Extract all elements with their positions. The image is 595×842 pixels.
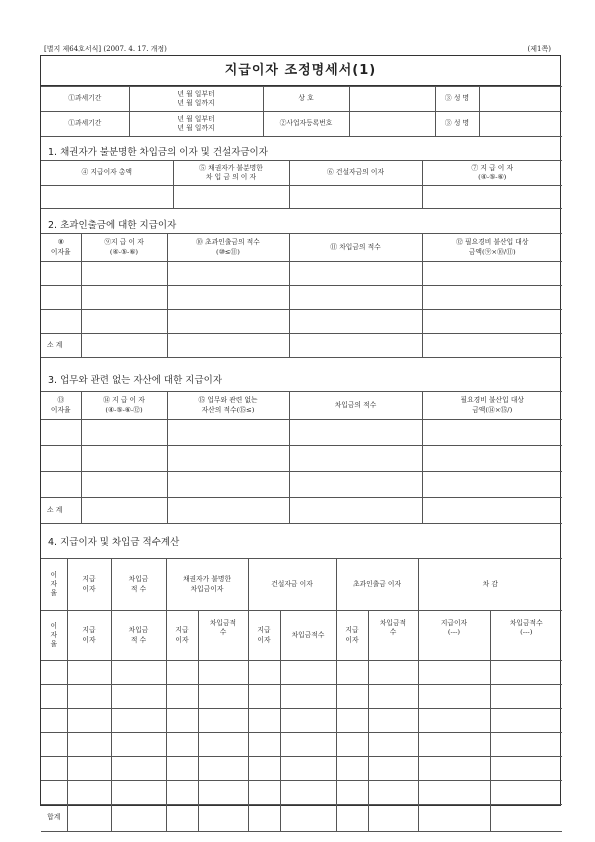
input-cell[interactable]	[166, 805, 198, 832]
input-cell[interactable]	[289, 286, 422, 310]
header-line: (⑩≤⑪)	[216, 247, 240, 256]
input-cell[interactable]	[368, 781, 418, 805]
input-cell[interactable]	[336, 805, 368, 832]
input-cell[interactable]	[368, 709, 418, 733]
section-3-table	[41, 391, 562, 524]
loan-sum-header	[111, 559, 166, 611]
input-cell[interactable]	[111, 805, 166, 832]
input-cell[interactable]	[167, 498, 289, 524]
input-cell[interactable]	[248, 661, 280, 685]
form-frame	[40, 55, 561, 822]
input-cell[interactable]	[422, 420, 562, 446]
input-cell[interactable]	[248, 781, 280, 805]
input-cell[interactable]	[490, 685, 562, 709]
header-line: 지급	[175, 626, 189, 635]
header-line: ⑫ 필요경비 불산입 대상	[456, 238, 529, 247]
header-line: 채권자가 불명한	[182, 575, 232, 584]
section-4-table	[41, 558, 562, 832]
form-reference: [별지 제64호서식] (2007. 4. 17. 개정)	[44, 45, 167, 53]
header-line: ⑭ 지 급 이 자	[103, 396, 145, 405]
section-2-table	[41, 233, 562, 358]
input-cell[interactable]	[41, 286, 81, 310]
input-cell[interactable]	[248, 757, 280, 781]
input-cell[interactable]	[167, 446, 289, 472]
input-cell[interactable]	[422, 334, 562, 358]
input-cell[interactable]	[67, 685, 111, 709]
interest-header	[81, 392, 167, 420]
header-line: 이자	[82, 635, 96, 644]
header-line: 금액(⑨×⑩/⑪)	[468, 247, 516, 256]
tax-period-label: ①과세기간	[41, 112, 129, 137]
header-line: 자	[50, 579, 58, 588]
section-1-title: 1. 채권자가 불분명한 차입금의 이자 및 건설자금이자	[48, 147, 268, 158]
input-cell[interactable]	[111, 661, 166, 685]
construction-interest-header: 건설자금 이자	[248, 559, 336, 611]
form-title: 지급이자 조정명세서(1)	[41, 56, 560, 86]
input-cell[interactable]	[280, 733, 336, 757]
input-cell[interactable]	[368, 757, 418, 781]
header-line: 차입금적수	[509, 619, 543, 627]
input-cell[interactable]	[166, 733, 198, 757]
input-cell[interactable]	[418, 805, 490, 832]
input-cell[interactable]	[422, 498, 562, 524]
overdraw-loan-subheader	[368, 611, 418, 661]
input-cell[interactable]	[248, 685, 280, 709]
input-cell[interactable]	[280, 757, 336, 781]
input-cell[interactable]	[41, 472, 81, 498]
header-line: 지급	[345, 626, 359, 635]
unknown-creditor-header	[166, 559, 248, 611]
header-line: 필요경비 불산입 대상	[460, 396, 524, 405]
input-cell[interactable]	[167, 472, 289, 498]
non-deductible-header	[422, 392, 562, 420]
page-number: (제1쪽)	[527, 45, 551, 53]
period-to-text: 년 월 일까지	[177, 124, 215, 132]
input-cell[interactable]	[81, 420, 167, 446]
section-4-title: 4. 지급이자 및 차입금 적수계산	[48, 537, 180, 548]
input-cell[interactable]	[490, 709, 562, 733]
header-line: 수	[219, 628, 227, 637]
input-cell[interactable]	[81, 334, 167, 358]
tax-period-label: ①과세기간	[41, 87, 129, 112]
input-cell[interactable]	[41, 757, 67, 781]
unknown-interest-subheader	[166, 611, 198, 661]
name-label: ③ 성 명	[435, 112, 479, 137]
input-cell[interactable]	[198, 733, 248, 757]
header-line: 지급	[82, 575, 96, 584]
business-number-label: ②사업자등록번호	[263, 112, 349, 137]
header-line: 율	[50, 640, 58, 649]
input-cell[interactable]	[289, 420, 422, 446]
header-line: ⑤ 채권자가 불분명한	[199, 163, 263, 172]
difference-header: 차 감	[418, 559, 562, 611]
header-line: 적 수	[130, 584, 147, 593]
input-cell[interactable]	[81, 498, 167, 524]
interest-subheader	[67, 611, 111, 661]
input-cell[interactable]	[289, 472, 422, 498]
input-cell[interactable]	[490, 781, 562, 805]
header-line: (④-⑤-⑥)	[109, 247, 139, 256]
header-line: ⑮ 업무와 관련 없는	[198, 396, 258, 405]
header-line: ⑧	[57, 238, 64, 247]
header-line: ⑬	[57, 396, 65, 405]
input-cell[interactable]	[418, 661, 490, 685]
input-cell[interactable]	[166, 709, 198, 733]
unrelated-asset-sum-header	[167, 392, 289, 420]
header-line: 차 입 금 의 이 자	[205, 173, 257, 181]
header-line: 지급	[257, 626, 271, 635]
rate-header	[41, 559, 67, 611]
input-cell[interactable]	[289, 186, 422, 209]
input-cell[interactable]	[289, 310, 422, 334]
header-line: 금액(⑭×⑮/)	[472, 405, 513, 414]
loan-sum-header: ⑪ 차입금의 적수	[289, 234, 422, 262]
loan-subheader	[111, 611, 166, 661]
section-1-table	[41, 160, 562, 209]
input-cell[interactable]	[422, 286, 562, 310]
input-cell[interactable]	[41, 709, 67, 733]
header-line: (---)	[447, 628, 461, 637]
header-line: 자	[50, 630, 58, 639]
input-cell[interactable]	[166, 757, 198, 781]
header-line: 이자율	[50, 405, 71, 414]
unknown-creditor-interest-header	[173, 161, 289, 186]
input-cell[interactable]	[67, 805, 111, 832]
input-cell[interactable]	[41, 446, 81, 472]
trade-name-field[interactable]	[349, 87, 435, 112]
name-field[interactable]	[479, 87, 562, 112]
subtotal-label: 소 계	[41, 498, 81, 524]
header-line: 차입금	[128, 626, 149, 635]
overdraw-interest-header: 초과인출금 이자	[336, 559, 418, 611]
interest-header	[81, 234, 167, 262]
construction-interest-subheader	[248, 611, 280, 661]
construction-loan-subheader: 차입금적수	[280, 611, 336, 661]
input-cell[interactable]	[490, 757, 562, 781]
header-line: ⑩ 초과인출금의 적수	[196, 238, 260, 247]
input-cell[interactable]	[41, 262, 81, 286]
input-cell[interactable]	[198, 781, 248, 805]
input-cell[interactable]	[248, 709, 280, 733]
section-3-title: 3. 업무와 관련 없는 자산에 대한 지급이자	[48, 375, 223, 386]
input-cell[interactable]	[81, 472, 167, 498]
input-cell[interactable]	[81, 262, 167, 286]
header-line: (④-⑤-⑥-⑫)	[105, 405, 143, 414]
interest-header	[67, 559, 111, 611]
input-cell[interactable]	[198, 685, 248, 709]
non-deductible-header	[422, 234, 562, 262]
input-cell[interactable]	[41, 310, 81, 334]
input-cell[interactable]	[336, 685, 368, 709]
input-cell[interactable]	[111, 685, 166, 709]
input-cell[interactable]	[368, 661, 418, 685]
input-cell[interactable]	[280, 781, 336, 805]
header-line: 차입금이자	[190, 584, 224, 593]
header-line: 수	[389, 628, 397, 637]
input-cell[interactable]	[289, 262, 422, 286]
input-cell[interactable]	[173, 186, 289, 209]
header-line: 지급이자	[440, 619, 468, 627]
header-line: ⑦ 지 급 이 자	[471, 163, 514, 172]
input-cell[interactable]	[490, 661, 562, 685]
input-cell[interactable]	[422, 472, 562, 498]
input-cell[interactable]	[336, 733, 368, 757]
input-cell[interactable]	[418, 757, 490, 781]
input-cell[interactable]	[81, 446, 167, 472]
difference-loan-subheader	[490, 611, 562, 661]
subtotal-label: 소 계	[41, 334, 81, 358]
tax-period-field[interactable]	[129, 112, 263, 137]
input-cell[interactable]	[248, 805, 280, 832]
period-from-text: 년 월 일부터	[177, 114, 215, 123]
input-cell[interactable]	[422, 446, 562, 472]
input-cell[interactable]	[198, 805, 248, 832]
input-cell[interactable]	[41, 685, 67, 709]
input-cell[interactable]	[167, 310, 289, 334]
header-line: 자산의 적수(⑮≤)	[201, 405, 255, 414]
construction-interest-header: ⑥ 건설자금의 이자	[289, 161, 422, 186]
period-to-text: 년 월 일까지	[177, 99, 215, 107]
period-from-text: 년 월 일부터	[177, 89, 215, 98]
overdraw-sum-header	[167, 234, 289, 262]
input-cell[interactable]	[166, 781, 198, 805]
input-cell[interactable]	[422, 310, 562, 334]
total-interest-header: ④ 지급이자 총액	[41, 161, 173, 186]
input-cell[interactable]	[67, 781, 111, 805]
header-line: 지급	[82, 626, 96, 635]
rate-header	[41, 392, 81, 420]
header-line: (---)	[520, 628, 533, 637]
input-cell[interactable]	[41, 733, 67, 757]
input-cell[interactable]	[111, 757, 166, 781]
input-cell[interactable]	[198, 709, 248, 733]
input-cell[interactable]	[280, 805, 336, 832]
rate-header	[41, 234, 81, 262]
input-cell[interactable]	[368, 685, 418, 709]
header-line: 이자	[345, 635, 359, 644]
input-cell[interactable]	[166, 661, 198, 685]
net-interest-header	[422, 161, 562, 186]
input-cell[interactable]	[41, 420, 81, 446]
rate-subheader	[41, 611, 67, 661]
input-cell[interactable]	[67, 733, 111, 757]
taxpayer-info-table	[41, 86, 562, 137]
input-cell[interactable]	[81, 286, 167, 310]
input-cell[interactable]	[198, 661, 248, 685]
input-cell[interactable]	[336, 757, 368, 781]
input-cell[interactable]	[248, 733, 280, 757]
input-cell[interactable]	[41, 661, 67, 685]
header-line: ⑨지 급 이 자	[104, 238, 144, 247]
total-label: 합계	[41, 805, 67, 832]
input-cell[interactable]	[67, 709, 111, 733]
difference-interest-subheader	[418, 611, 490, 661]
name-field[interactable]	[479, 112, 562, 137]
input-cell[interactable]	[280, 661, 336, 685]
input-cell[interactable]	[289, 498, 422, 524]
input-cell[interactable]	[280, 685, 336, 709]
input-cell[interactable]	[336, 781, 368, 805]
input-cell[interactable]	[67, 661, 111, 685]
input-cell[interactable]	[41, 186, 173, 209]
input-cell[interactable]	[418, 709, 490, 733]
input-cell[interactable]	[41, 781, 67, 805]
overdraw-interest-subheader	[336, 611, 368, 661]
input-cell[interactable]	[167, 420, 289, 446]
input-cell[interactable]	[490, 733, 562, 757]
input-cell[interactable]	[490, 805, 562, 832]
input-cell[interactable]	[111, 733, 166, 757]
header-line: 이	[50, 621, 58, 630]
header-line: (④-⑤-⑥)	[478, 173, 507, 181]
tax-period-field[interactable]	[129, 87, 263, 112]
header-line: 이자	[82, 584, 96, 593]
input-cell[interactable]	[289, 446, 422, 472]
input-cell[interactable]	[167, 286, 289, 310]
input-cell[interactable]	[418, 733, 490, 757]
input-cell[interactable]	[81, 310, 167, 334]
input-cell[interactable]	[422, 262, 562, 286]
input-cell[interactable]	[422, 186, 562, 209]
input-cell[interactable]	[167, 334, 289, 358]
input-cell[interactable]	[67, 757, 111, 781]
header-line: 이자율	[50, 247, 71, 256]
trade-name-label: 상 호	[263, 87, 349, 112]
header-line: 차입금적	[209, 619, 237, 627]
name-label: ③ 성 명	[435, 87, 479, 112]
header-line: 차입금적	[379, 619, 407, 627]
loan-sum-header: 차입금의 적수	[289, 392, 422, 420]
unknown-loan-subheader	[198, 611, 248, 661]
input-cell[interactable]	[111, 781, 166, 805]
input-cell[interactable]	[111, 709, 166, 733]
input-cell[interactable]	[166, 685, 198, 709]
input-cell[interactable]	[418, 781, 490, 805]
header-line: 율	[50, 589, 58, 598]
header-line: 차입금	[128, 575, 149, 584]
input-cell[interactable]	[289, 334, 422, 358]
input-cell[interactable]	[418, 685, 490, 709]
business-number-field[interactable]	[349, 112, 435, 137]
input-cell[interactable]	[336, 661, 368, 685]
input-cell[interactable]	[368, 733, 418, 757]
input-cell[interactable]	[368, 805, 418, 832]
input-cell[interactable]	[336, 709, 368, 733]
input-cell[interactable]	[280, 709, 336, 733]
section-2-title: 2. 초과인출금에 대한 지급이자	[48, 220, 177, 231]
header-line: 이자	[257, 635, 271, 644]
input-cell[interactable]	[167, 262, 289, 286]
input-cell[interactable]	[198, 757, 248, 781]
header-line: 이자	[175, 635, 189, 644]
header-line: 적 수	[130, 635, 147, 644]
header-line: 이	[50, 570, 58, 579]
